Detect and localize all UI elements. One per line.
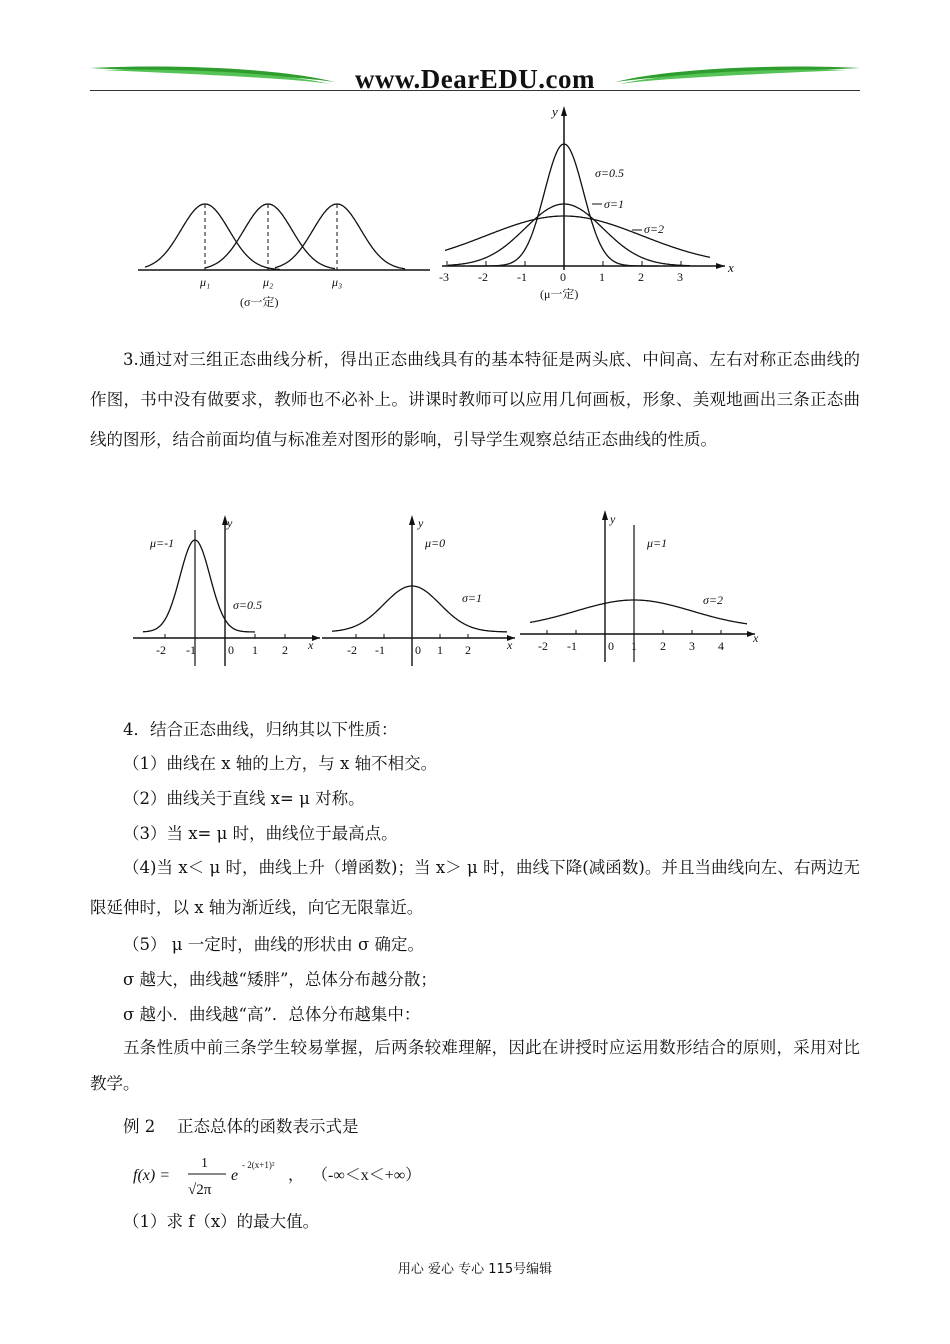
- panel0-tick-label-0: -2: [156, 643, 166, 657]
- series-label-sigma-1: σ=1: [604, 197, 625, 211]
- formula-lhs: f(x) =: [133, 1167, 170, 1184]
- paragraph-3: 3.通过对三组正态曲线分析，得出正态曲线具有的基本特征是两头底、中间高、左右对称正态曲线的作图，书中没有做要求，教师也不必补上。讲课时教师可以应用几何画板，形象、美观地画出三条正态曲线的图形，结合前面均值与标准差对图形的影响，引导学生观察总结正态曲线的性质。: [90, 350, 860, 449]
- panel2-mu: μ=1: [647, 536, 668, 550]
- panel2-x: x: [753, 631, 759, 645]
- panel1-tick-label-2: 0: [415, 643, 421, 657]
- panel0-mu: μ=-1: [150, 536, 175, 550]
- property-sigma-large: σ 越大，曲线越“矮胖”，总体分布越分散；: [123, 970, 437, 989]
- panel2-tick-label-6: 4: [718, 639, 724, 653]
- panel-mu-1: [520, 510, 755, 662]
- panel0-tick-label-2: 0: [228, 643, 234, 657]
- panel2-tick-label-4: 2: [660, 639, 666, 653]
- panel0-tick-label-4: 2: [282, 643, 288, 657]
- right-caption: (μ一定): [540, 287, 579, 301]
- teaching-note: 五条性质中前三条学生较易掌握，后两条较难理解，因此在讲授时应运用数形结合的原则，采用对比教学。: [90, 1038, 860, 1093]
- panel2-y-arrow: [602, 510, 608, 520]
- panel2-y: y: [610, 512, 616, 526]
- panel-mu-0: [322, 515, 515, 666]
- right-y-arrow: [561, 106, 567, 116]
- right-x-label: x: [728, 260, 734, 275]
- panel2-tick-label-3: 1: [631, 639, 637, 653]
- panel2-tick-label-2: 0: [608, 639, 614, 653]
- panel0-tick-label-1: -1: [186, 643, 196, 657]
- panel1-x: x: [507, 638, 513, 652]
- panel1-tick-label-4: 2: [465, 643, 471, 657]
- panel1-sigma: σ=1: [462, 591, 483, 605]
- panel1-y: y: [418, 516, 424, 530]
- panel2-tick-label-1: -1: [567, 639, 577, 653]
- label-mu3: μ₃: [332, 275, 343, 289]
- right-x-arrow: [716, 263, 725, 269]
- right-curve-sigma-2: [445, 216, 710, 257]
- panel1-mu: μ=0: [425, 536, 446, 550]
- right-y-label: y: [552, 104, 558, 119]
- right-tick-label-1: -2: [478, 270, 488, 284]
- right-tick-label-5: 2: [638, 270, 644, 284]
- panel2-tick-label-0: -2: [538, 639, 548, 653]
- left-caption: (σ一定): [240, 295, 279, 309]
- panel1-tick-label-0: -2: [347, 643, 357, 657]
- label-mu1: μ₁: [200, 275, 211, 289]
- right-tick-label-6: 3: [677, 270, 683, 284]
- left-curve-2: [205, 204, 335, 269]
- right-tick-label-2: -1: [517, 270, 527, 284]
- panel0-tick-label-3: 1: [252, 643, 258, 657]
- property-sigma-small: σ 越小．曲线越“高”．总体分布越集中：: [123, 1005, 421, 1024]
- right-tick-label-0: -3: [439, 270, 449, 284]
- section-4-heading: 4．结合正态曲线，归纳其以下性质：: [123, 720, 398, 739]
- panel1-y-arrow: [409, 515, 415, 525]
- panel1-tick-label-1: -1: [375, 643, 385, 657]
- label-mu2: μ₂: [263, 275, 274, 289]
- panel0-x: x: [308, 638, 314, 652]
- figure-normal-curves-1: [130, 100, 740, 315]
- formula-e: e: [231, 1167, 239, 1184]
- page-footer: 用心 爱心 专心 115号编辑: [397, 1262, 553, 1277]
- formula-exponent: - 2(x+1)²: [242, 1160, 275, 1170]
- site-logo: www.DearEDU.com: [355, 64, 595, 94]
- formula-range: （-∞＜x＜+∞）: [312, 1167, 422, 1184]
- formula-denominator: √2π: [188, 1182, 212, 1198]
- property-2: （2）曲线关于直线 x= μ 对称。: [123, 789, 365, 808]
- series-label-sigma-0.5: σ=0.5: [595, 166, 625, 180]
- panel0-curve: [143, 540, 255, 632]
- panel0-sigma: σ=0.5: [233, 598, 263, 612]
- panel0-y: y: [227, 516, 233, 530]
- panel2-tick-label-5: 3: [689, 639, 695, 653]
- left-curve-1: [145, 204, 280, 270]
- property-3: （3）当 x= μ 时，曲线位于最高点。: [123, 824, 398, 843]
- property-1: （1）曲线在 x 轴的上方，与 x 轴不相交。: [123, 754, 438, 773]
- formula-numerator: 1: [201, 1156, 208, 1171]
- left-curve-3: [275, 204, 405, 269]
- right-tick-label-3: 0: [560, 270, 566, 284]
- formula-comma: ，: [288, 1167, 305, 1184]
- panel2-sigma: σ=2: [703, 593, 724, 607]
- series-label-sigma-2: σ=2: [644, 222, 665, 236]
- right-tick-label-4: 1: [599, 270, 605, 284]
- figure-normal-curves-2: [125, 505, 765, 675]
- property-4: （4)当 x＜ μ 时，曲线上升（增函数)；当 x＞ μ 时，曲线下降(减函数)。并且当曲线向左、右两边无限延伸时，以 x 轴为渐近线，向它无限靠近。: [90, 858, 860, 917]
- property-5: （5） μ 一定时，曲线的形状由 σ 确定。: [123, 935, 424, 954]
- density-formula: [130, 1150, 690, 1200]
- header-rule: [90, 90, 860, 91]
- question-1: （1）求 f（x）的最大值。: [123, 1212, 320, 1231]
- panel1-tick-label-3: 1: [437, 643, 443, 657]
- right-ticks: [439, 261, 683, 284]
- example-2-heading: 例 2 正态总体的函数表示式是: [123, 1117, 359, 1136]
